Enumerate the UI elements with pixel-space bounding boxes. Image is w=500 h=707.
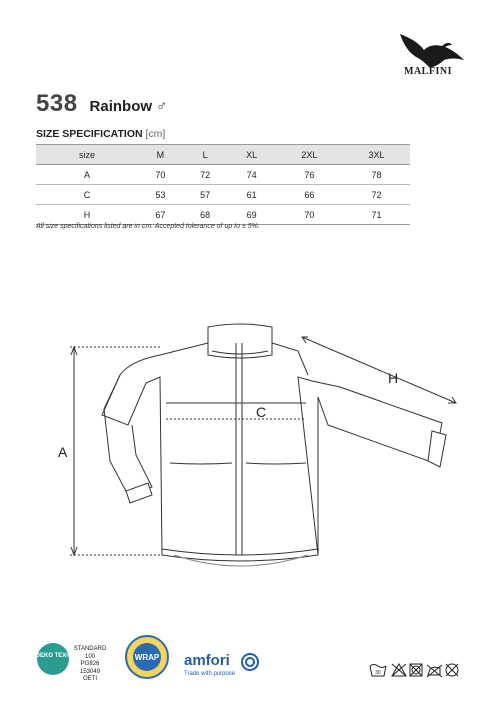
wrap-logo	[124, 634, 170, 685]
wrap-seal-icon	[124, 634, 170, 680]
table-cell: 68	[183, 205, 228, 225]
oeko-standard	[72, 646, 108, 684]
size-table	[36, 144, 410, 225]
table-row	[36, 165, 410, 185]
table-cell: 72	[183, 165, 228, 185]
wash-temp: 30	[375, 670, 381, 676]
row-label: H	[36, 205, 138, 225]
table-cell: 74	[227, 165, 275, 185]
table-cell: 76	[276, 165, 343, 185]
table-row	[36, 185, 410, 205]
dimension-label-h: H	[388, 370, 399, 386]
table-cell: 78	[343, 165, 410, 185]
oeko-tex-icon	[36, 642, 70, 676]
header-cell: XL	[227, 145, 275, 165]
table-cell: 69	[227, 205, 275, 225]
table-cell: 67	[138, 205, 183, 225]
header-cell: 2XL	[276, 145, 343, 165]
dimension-label-c: C	[256, 404, 267, 420]
oeko-tex-logo	[36, 642, 70, 681]
table-cell: 72	[343, 185, 410, 205]
gender-symbol: ♂	[156, 98, 168, 115]
care-symbols	[368, 660, 468, 685]
size-table-header	[36, 145, 410, 165]
product-code: 538	[36, 90, 78, 117]
table-cell: 57	[183, 185, 228, 205]
no-tumble-dry-icon	[410, 664, 422, 676]
tolerance-note: All size specifications listed are in cm. Accepted tolerance of up to ± 5%.	[36, 223, 260, 230]
oeko-code: PG826 153049	[79, 661, 101, 675]
table-cell: 61	[227, 185, 275, 205]
table-cell: 70	[138, 165, 183, 185]
jacket-drawing	[50, 315, 470, 585]
table-cell: 66	[276, 185, 343, 205]
product-name: Rainbow	[89, 98, 153, 115]
amfori-ring-icon	[240, 652, 260, 677]
spec-title-text: SIZE SPECIFICATION	[36, 128, 143, 140]
header-cell: 3XL	[343, 145, 410, 165]
table-cell: 53	[138, 185, 183, 205]
wash-30-icon	[370, 665, 386, 677]
jacket-diagram	[50, 315, 470, 585]
wrap-logo-text: WRAP	[134, 653, 160, 662]
no-iron-icon	[427, 665, 442, 677]
table-cell: 71	[343, 205, 410, 225]
no-dry-clean-icon	[446, 664, 458, 676]
header-cell: size	[36, 145, 138, 165]
header-cell: L	[183, 145, 228, 165]
table-cell: 70	[276, 205, 343, 225]
oeko-logo-text: OEKO TEX®	[36, 653, 70, 659]
brand-name: MALFINI	[404, 66, 452, 77]
oeko-institute: OETI	[82, 676, 97, 682]
spec-unit: [cm]	[145, 128, 166, 140]
amfori-logo: amfori	[184, 652, 230, 669]
product-header	[36, 90, 167, 118]
no-bleach-icon	[392, 664, 406, 676]
amfori-tagline: Trade with purpose	[184, 671, 236, 677]
row-label: A	[36, 165, 138, 185]
dimension-label-a: A	[58, 444, 68, 460]
row-label: C	[36, 185, 138, 205]
header-cell: M	[138, 145, 183, 165]
spec-title	[36, 128, 165, 140]
table-row	[36, 205, 410, 225]
oeko-standard-label: STANDARD 100	[73, 646, 107, 660]
